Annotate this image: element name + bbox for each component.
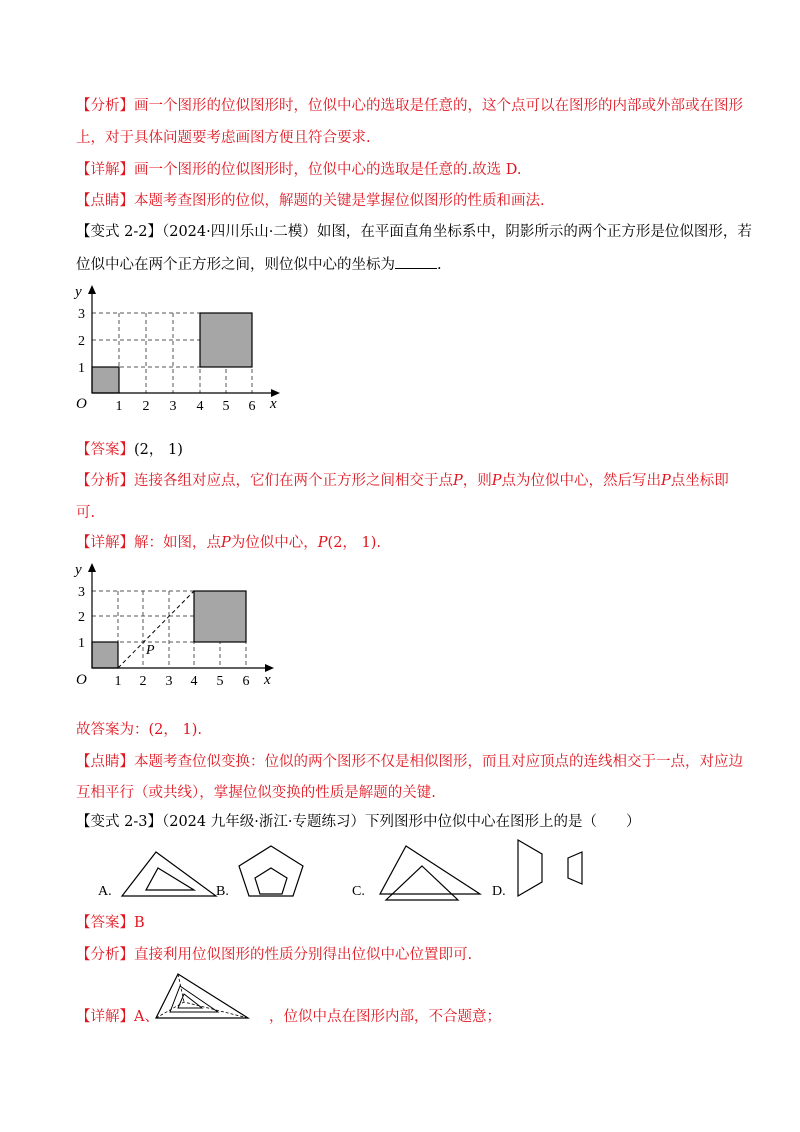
- coordinate-figure-1: [70, 280, 290, 420]
- point-p: P: [453, 473, 463, 489]
- analysis-tag: 【分析】: [76, 473, 134, 489]
- detail-text: 为位似中心，: [230, 535, 318, 551]
- x-axis-label: x: [264, 672, 271, 688]
- variant-2-2-question-line-2: [76, 254, 442, 275]
- x-tick: 6: [242, 674, 250, 689]
- answer-text: B: [134, 915, 145, 931]
- y-axis-label: y: [75, 562, 82, 578]
- y-tick: 3: [78, 307, 85, 322]
- point-p: P: [661, 473, 671, 489]
- detail-2-3-line: [76, 1007, 501, 1027]
- analysis-text: 连接各组对应点，它们在两个正方形之间相交于点: [134, 473, 453, 489]
- x-tick: 5: [222, 399, 230, 414]
- y-tick: 1: [78, 636, 85, 651]
- conclusion-line: 故答案为：(2， 1).: [76, 722, 202, 738]
- x-tick: 5: [216, 674, 224, 689]
- comment-2-2-line-2: 互相平行（或共线），掌握位似变换的性质是解题的关键.: [76, 785, 436, 801]
- comment-line: [76, 191, 545, 211]
- detail-text: ，位似中点在图形内部，不合题意；: [268, 1009, 501, 1025]
- analysis-text: 直接利用位似图形的性质分别得出位似中心位置即可.: [134, 947, 473, 963]
- detail-tag: 【详解】: [76, 535, 134, 551]
- answer-2-3-line: [76, 913, 145, 933]
- small-square: [92, 642, 118, 668]
- y-tick: 2: [78, 610, 85, 625]
- x-tick: 2: [142, 399, 150, 414]
- origin-label: O: [76, 396, 87, 412]
- x-tick: 4: [196, 399, 204, 414]
- correspondence-line: [118, 591, 194, 668]
- origin-label: O: [76, 672, 87, 688]
- point-p: P: [221, 535, 231, 551]
- detail-tag: 【详解】: [76, 162, 134, 178]
- comment-text: 本题考查位似变换：位似的两个图形不仅是相似图形，而且对应顶点的连线相交于一点，对应边: [134, 754, 743, 770]
- option-a-label: A.: [98, 884, 112, 899]
- comment-tag: 【点睛】: [76, 754, 134, 770]
- point-p: P: [491, 473, 502, 489]
- variant-source: （2024 九年级·浙江·专题练习）: [161, 814, 365, 830]
- x-tick: 3: [169, 399, 177, 414]
- detail-line: [76, 160, 521, 180]
- analysis-text: 画一个图形的位似图形时，位似中心的选取是任意的，这个点可以在图形的内部或外部或在图形: [134, 98, 743, 114]
- question-end: .: [437, 257, 442, 273]
- option-a-figure: [118, 848, 223, 900]
- x-tick: 2: [139, 674, 147, 689]
- point-p: P: [317, 535, 328, 551]
- analysis-tag: 【分析】: [76, 98, 134, 114]
- detail-tag: 【详解】: [76, 1009, 134, 1025]
- analysis-2-3-line: [76, 945, 472, 965]
- analysis-2-2-line-2: 可.: [76, 505, 96, 521]
- analysis-text: 点为位似中心，然后写出: [501, 473, 662, 489]
- detail-text: 画一个图形的位似图形时，位似中心的选取是任意的.故选 D.: [134, 162, 522, 178]
- detail-text: 解：如图，点: [134, 535, 221, 551]
- detail-2-2-line: [76, 533, 381, 553]
- variant-label: 【变式 2-3】: [76, 814, 162, 830]
- comment-text: 本题考查图形的位似，解题的关键是掌握位似图形的性质和画法.: [134, 193, 545, 209]
- large-square: [200, 313, 252, 367]
- answer-line: [76, 440, 183, 460]
- analysis-text: 点坐标即: [670, 473, 729, 489]
- large-square: [194, 591, 246, 642]
- variant-source: （2024·四川乐山·二模）: [161, 224, 317, 240]
- comment-2-2-line-1: [76, 752, 743, 772]
- analysis-line-1: [76, 96, 743, 116]
- x-axis-label: x: [270, 396, 277, 412]
- variant-label: 【变式 2-2】: [76, 224, 162, 240]
- answer-tag: 【答案】: [76, 915, 134, 931]
- x-tick: 1: [114, 674, 122, 689]
- x-tick: 4: [190, 674, 198, 689]
- y-tick: 1: [78, 361, 85, 376]
- option-b-figure: [232, 842, 314, 900]
- point-p-label: P: [146, 643, 155, 658]
- question-text: 下列图形中位似中心在图形上的是（ ）: [364, 814, 641, 830]
- detail-a-figure: [152, 970, 252, 1022]
- comment-tag: 【点睛】: [76, 193, 134, 209]
- analysis-tag: 【分析】: [76, 947, 134, 963]
- analysis-2-2-line-1: [76, 471, 729, 491]
- option-c-label: C.: [352, 884, 365, 899]
- option-c-figure: [372, 842, 484, 902]
- x-tick: 6: [248, 399, 256, 414]
- small-square: [92, 367, 119, 393]
- option-d-label: D.: [492, 884, 506, 899]
- y-tick: 2: [78, 334, 85, 349]
- y-axis-label: y: [75, 284, 82, 300]
- y-tick: 3: [78, 585, 85, 600]
- detail-text: A、: [134, 1009, 159, 1025]
- variant-2-2-question-line-1: [76, 222, 752, 242]
- question-text-2: 位似中心在两个正方形之间，则位似中心的坐标为: [76, 257, 395, 273]
- coordinate-figure-2: [70, 558, 290, 698]
- detail-text: (2， 1).: [327, 535, 382, 551]
- answer-blank: [395, 254, 437, 269]
- question-text: 如图，在平面直角坐标系中，阴影所示的两个正方形是位似图形，若: [316, 224, 752, 240]
- analysis-line-2: 上，对于具体问题要考虑画图方便且符合要求.: [76, 130, 371, 146]
- x-tick: 1: [115, 399, 123, 414]
- answer-text: (2， 1): [134, 442, 183, 458]
- analysis-text: ，则: [462, 473, 492, 489]
- option-d-figure: [512, 836, 592, 900]
- option-b-label: B.: [216, 884, 229, 899]
- x-tick: 3: [165, 674, 173, 689]
- variant-2-3-question: [76, 812, 640, 832]
- answer-tag: 【答案】: [76, 442, 134, 458]
